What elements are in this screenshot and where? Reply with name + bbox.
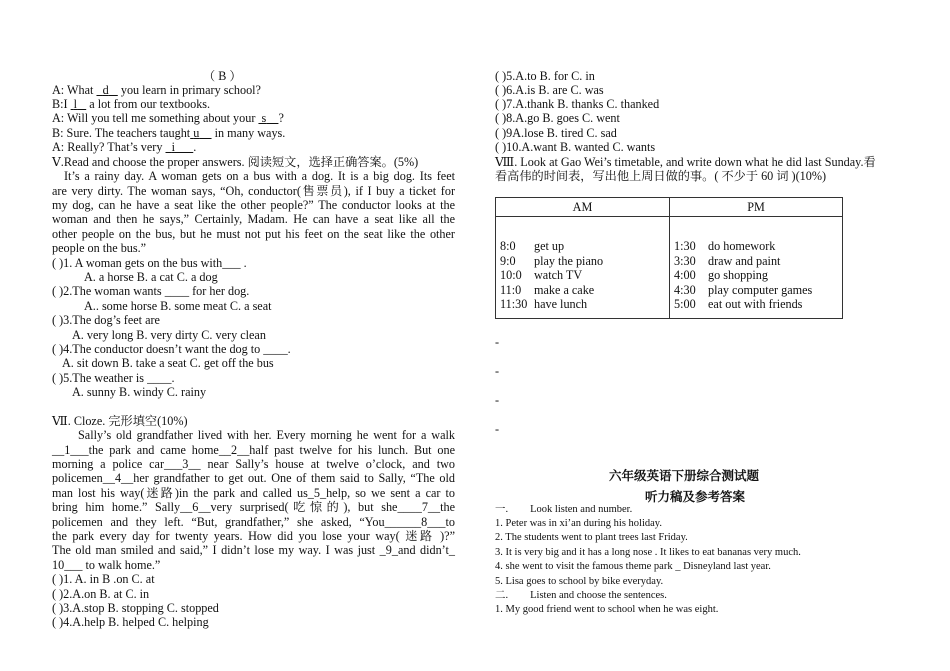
- answer-options: A. sunny B. windy C. rainy: [72, 385, 207, 399]
- cloze-option: ( )10.A.want B. wanted C. wants: [495, 140, 656, 154]
- cloze-line: The old man smiled and said,” I didn’t lose my way. I was just _9_and didn’t_: [52, 543, 455, 557]
- timetable-am-cell: [496, 217, 670, 319]
- blank: d: [102, 83, 109, 97]
- cloze-option: ( )5.A.to B. for C. in: [495, 69, 595, 83]
- section-heading: 一. Look listen and number.: [495, 504, 633, 515]
- timetable-pm-header: PM: [670, 198, 843, 217]
- cloze-line: __1___the park and came home__2__half past twelve for his lunch. But one: [52, 443, 455, 457]
- passage-line: my dog, can he have a seat like the other people?” The conductor looks at the: [52, 198, 455, 212]
- cloze-option: ( )9A.lose B. tired C. sad: [495, 126, 617, 140]
- answer-item: 5. Lisa goes to school by bike everyday.: [495, 576, 664, 587]
- cloze-line: man lost his way(迷路)in the park and called us_5_help, so we sent a car to: [52, 486, 455, 500]
- blank: u: [193, 126, 200, 140]
- cloze-line: policemen and they left. “But, grandfather,” she asked, “You______8___to: [52, 515, 455, 529]
- cloze-option: ( )4.A.help B. helped C. helping: [52, 615, 209, 629]
- section-heading: 二. Listen and choose the sentences.: [495, 590, 667, 601]
- answer-options: A. very long B. very dirty C. very clean: [72, 328, 266, 342]
- blank: s: [261, 111, 267, 125]
- answer-item: 4. she went to visit the famous theme park _ Disneyland last year.: [495, 561, 771, 572]
- question: ( )4.The conductor doesn’t want the dog to ____.: [52, 342, 291, 356]
- timetable-row: 4:00 go shopping: [674, 268, 768, 282]
- blank: l: [73, 97, 78, 111]
- timetable-row: 4:30 play computer games: [674, 282, 813, 297]
- writing-line-dash: -: [495, 422, 500, 436]
- cloze-option: ( )2.A.on B. at C. in: [52, 587, 150, 601]
- answer-item: 1. My good friend went to school when he was eight.: [495, 604, 719, 615]
- cloze-option: ( )3.A.stop B. stopping C. stopped: [52, 601, 219, 615]
- timetable-row: 5:00 eat out with friends: [674, 297, 803, 311]
- timetable: [495, 197, 843, 319]
- writing-line-dash: -: [495, 364, 500, 378]
- timetable-row: 10:0 watch TV: [500, 268, 583, 282]
- dialogue-line: B: Sure. The teachers taught u in many ways.: [52, 126, 286, 140]
- timetable-row: 11:30 have lunch: [500, 297, 588, 311]
- passage-line: woman and then he says,” Certainly, Madam. He can have a seat like all the: [52, 212, 455, 226]
- cloze-line: morning a police car___3__ near Sally’s house at twelve o’clock, and two: [52, 457, 455, 471]
- passage-line: people on the bus.”: [52, 241, 147, 255]
- timetable-row: 8:0 get up: [500, 239, 565, 253]
- passage-line: It’s a rainy day. A woman gets on a bus with a dog. It is a big dog. Its feet: [64, 169, 455, 183]
- question: ( )5.The weather is ____.: [52, 371, 175, 385]
- answer-item: 1. Peter was in xi’an during his holiday.: [495, 518, 663, 529]
- cloze-line: the park every day for twenty years. How did you lose your way( 迷路 )?”: [52, 529, 455, 543]
- writing-title-cn: 看高伟的时间表，写出他上周日做的事。( 不少于 60 词 )(10%): [495, 169, 827, 183]
- cloze-line: bring him home.” Sally__6__very surprised(吃惊的), but she____7__the: [52, 500, 455, 514]
- answer-options: A. sit down B. take a seat C. get off the bus: [62, 356, 274, 370]
- timetable-row: 1:30 do homework: [674, 239, 776, 253]
- dialogue-line: A: Really? That’s very i .: [52, 140, 197, 154]
- cloze-option: ( )7.A.thank B. thanks C. thanked: [495, 97, 660, 111]
- passage-line: other people on the bus, but he must not put his feet on the seat like the other: [52, 227, 455, 241]
- timetable-am-header: AM: [496, 198, 670, 217]
- cloze-line: policemen__4__her grandfather to get out. One of them said to Sally, “The old: [52, 471, 455, 485]
- question: ( )2.The woman wants ____ for her dog.: [52, 284, 250, 298]
- writing-line-dash: -: [495, 393, 500, 407]
- blank: i: [171, 140, 175, 154]
- timetable-row: 11:0 make a cake: [500, 282, 595, 297]
- cloze-line: Sally’s old grandfather lived with her. Every morning he went for a walk: [78, 428, 455, 442]
- question: ( )1. A woman gets on the bus with___ .: [52, 256, 247, 270]
- answer-item: 2. The students went to plant trees last Friday.: [495, 532, 688, 543]
- dialogue-line: A: Will you tell me something about your s ?: [52, 111, 284, 125]
- cloze-option: ( )6.A.is B. are C. was: [495, 83, 604, 97]
- cloze-title: Ⅶ. Cloze. 完形填空(10%): [52, 414, 188, 428]
- cloze-option: ( )1. A. in B .on C. at: [52, 572, 155, 586]
- answer-options: A.. some horse B. some meat C. a seat: [84, 299, 272, 313]
- passage-line: are very dirty. The woman says, “Oh, conductor(售票员), if I buy a ticket for: [52, 184, 455, 198]
- dialogue-line: B:I l a lot from our textbooks.: [52, 97, 211, 111]
- timetable-row: 3:30 draw and paint: [674, 253, 781, 268]
- timetable-row: 9:0 play the piano: [500, 253, 604, 268]
- section-b-label: （ B ）: [203, 69, 242, 83]
- writing-title: Ⅷ. Look at Gao Wei’s timetable, and write down what he did last Sunday.看: [495, 155, 876, 169]
- cloze-line: 10___ to walk home.”: [52, 558, 161, 572]
- reading-title: Ⅴ.Read and choose the proper answers. 阅读短文，选择正确答案。(5%): [52, 155, 419, 169]
- answer-options: A. a horse B. a cat C. a dog: [84, 270, 218, 284]
- answer-item: 3. It is very big and it has a long nose . It likes to eat bananas very much.: [495, 547, 801, 558]
- question: ( )3.The dog’s feet are: [52, 313, 160, 327]
- cloze-option: ( )8.A.go B. goes C. went: [495, 111, 620, 125]
- dialogue-line: A: What d you learn in primary school?: [52, 83, 261, 97]
- timetable-pm-cell: [670, 217, 843, 319]
- writing-line-dash: -: [495, 335, 500, 349]
- answer-key-subtitle: 听力稿及参考答案: [645, 489, 746, 504]
- answer-key-title: 六年级英语下册综合测试题: [609, 468, 760, 483]
